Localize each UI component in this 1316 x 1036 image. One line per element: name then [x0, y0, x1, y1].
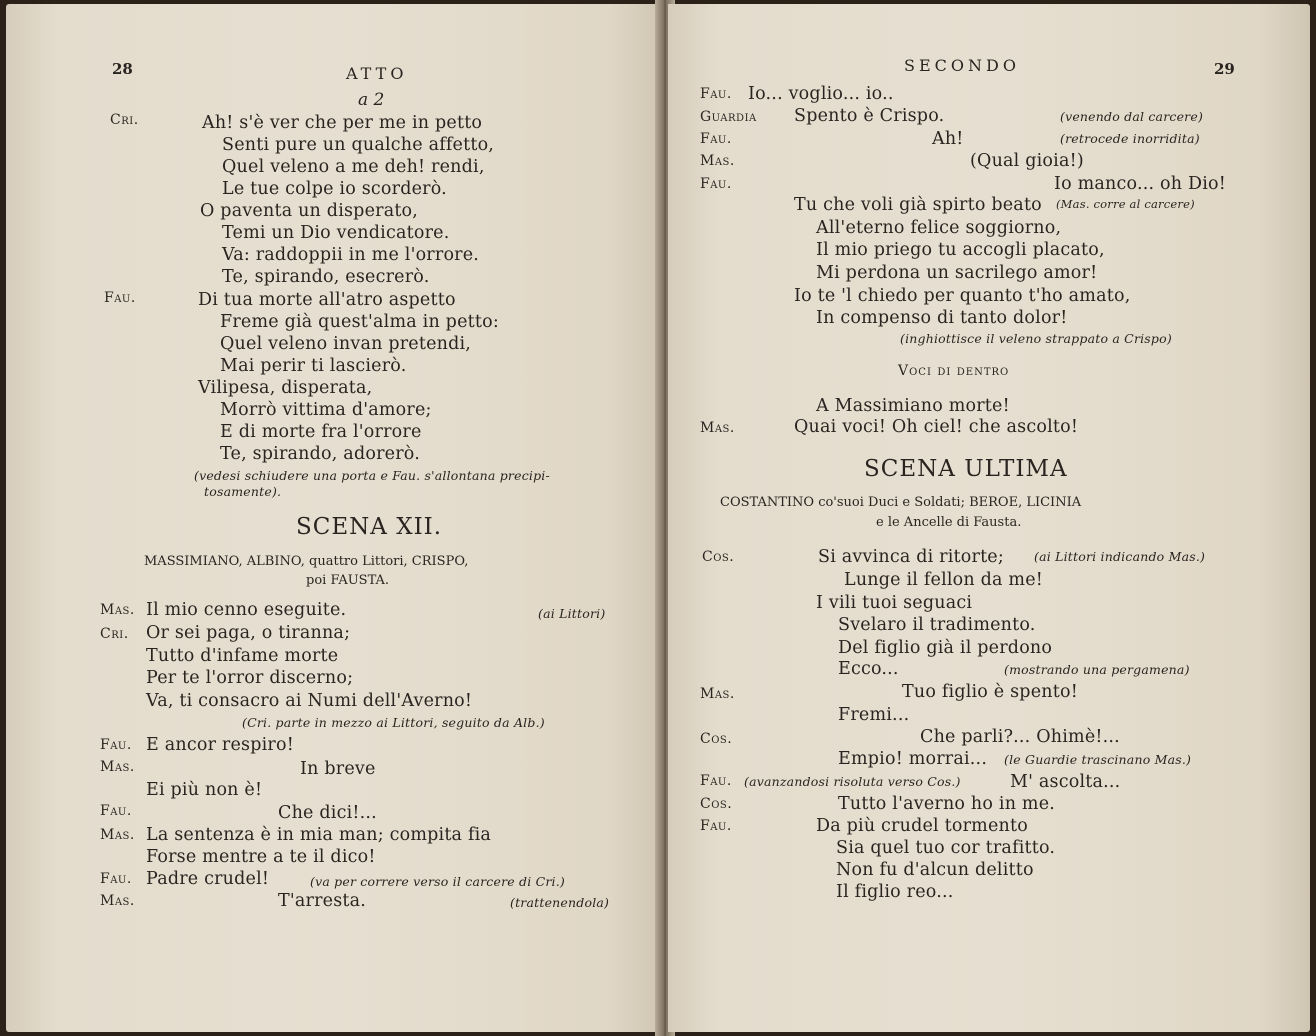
stage-direction: (retrocede inorridita)	[1060, 131, 1200, 146]
right-page	[668, 4, 1310, 1032]
verse-line: Ah! s'è ver che per me in petto	[202, 113, 483, 133]
speaker: Fau.	[700, 773, 732, 789]
stage-direction: (vedesi schiudere una porta e Fau. s'allontana precipi-	[194, 468, 550, 483]
verse-line: Empio! morrai...	[838, 749, 988, 769]
verse-line: Io... voglio... io..	[748, 84, 894, 104]
speaker: Fau.	[700, 176, 732, 192]
speaker: Cri.	[100, 626, 129, 642]
stage-direction: (va per correre verso il carcere di Cri.)	[310, 874, 565, 889]
stage-direction: (Mas. corre al carcere)	[1056, 197, 1195, 211]
cast-list: COSTANTINO co'suoi Duci e Soldati; BEROE, LICINIA	[720, 495, 1082, 510]
verse-line: Quel veleno invan pretendi,	[220, 334, 472, 354]
verse-line: Va, ti consacro ai Numi dell'Averno!	[146, 691, 473, 711]
speaker: Cos.	[700, 796, 733, 812]
speaker: Fau.	[100, 803, 132, 819]
verse-line: Or sei paga, o tiranna;	[146, 623, 351, 643]
verse-line: Da più crudel tormento	[816, 816, 1028, 836]
verse-line: Te, spirando, adorerò.	[220, 444, 420, 464]
verse-line: Il mio priego tu accogli placato,	[816, 240, 1105, 260]
verse-line: Senti pure un qualche affetto,	[222, 135, 495, 155]
stage-direction: tosamente).	[204, 484, 282, 499]
verse-line: E di morte fra l'orrore	[220, 422, 422, 442]
verse-line: Tuo figlio è spento!	[902, 682, 1078, 702]
verse-line: Tutto l'averno ho in me.	[838, 794, 1056, 814]
stage-direction: (venendo dal carcere)	[1060, 109, 1204, 124]
verse-line: Ecco...	[838, 659, 899, 679]
verse-line: All'eterno felice soggiorno,	[816, 218, 1062, 238]
a-due-marker: a 2	[358, 90, 385, 110]
verse-line: A Massimiano morte!	[816, 396, 1010, 416]
verse-line: O paventa un disperato,	[200, 201, 419, 221]
stage-direction: (mostrando una pergamena)	[1004, 662, 1190, 677]
verse-line: Lunge il fellon da me!	[844, 570, 1044, 590]
verse-line: La sentenza è in mia man; compita fia	[146, 825, 492, 845]
verse-line: Del figlio già il perdono	[838, 638, 1053, 658]
speaker: Mas.	[100, 827, 135, 843]
verse-line: Mai perir ti lascierò.	[220, 356, 407, 376]
verse-line: Tu che voli già spirto beato	[794, 195, 1042, 215]
verse-line: Che dici!...	[278, 803, 377, 823]
verse-line: In compenso di tanto dolor!	[816, 308, 1068, 328]
speaker: Fau.	[100, 871, 132, 887]
verse-line: Sia quel tuo cor trafitto.	[836, 838, 1056, 858]
verse-line: Io manco... oh Dio!	[1054, 174, 1226, 194]
speaker: Mas.	[100, 759, 135, 775]
speaker: Fau.	[700, 86, 732, 102]
scene-heading: SCENA ULTIMA	[864, 456, 1068, 482]
running-header: SECONDO	[904, 56, 1020, 75]
verse-line: Non fu d'alcun delitto	[836, 860, 1034, 880]
verse-line: Fremi...	[838, 705, 910, 725]
page-number: 29	[1214, 60, 1235, 78]
verse-line: T'arresta.	[278, 891, 367, 911]
speaker: Mas.	[700, 420, 735, 436]
stage-direction: (le Guardie trascinano Mas.)	[1004, 752, 1192, 767]
speaker: Fau.	[700, 818, 732, 834]
stage-direction: (ai Littori indicando Mas.)	[1034, 549, 1206, 564]
verse-line: I vili tuoi seguaci	[816, 593, 973, 613]
cast-list: e le Ancelle di Fausta.	[876, 515, 1022, 530]
verse-line: E ancor respiro!	[146, 735, 294, 755]
cast-list: MASSIMIANO, ALBINO, quattro Littori, CRISPO,	[144, 554, 469, 569]
verse-line: Le tue colpe io scorderò.	[222, 179, 447, 199]
speaker: Fau.	[100, 737, 132, 753]
speaker: Cri.	[110, 112, 139, 128]
verse-line: Freme già quest'alma in petto:	[220, 312, 499, 332]
speaker: Mas.	[700, 153, 735, 169]
verse-line: Mi perdona un sacrilego amor!	[816, 263, 1098, 283]
speaker: Guardia	[700, 109, 757, 125]
speaker: Fau.	[104, 290, 136, 306]
stage-direction: (avanzandosi risoluta verso Cos.)	[744, 774, 961, 789]
speaker: Mas.	[100, 893, 135, 909]
verse-line: Svelaro il tradimento.	[838, 615, 1036, 635]
offstage-voices-heading: Voci di dentro	[898, 363, 1010, 379]
verse-line: Si avvinca di ritorte;	[818, 547, 1004, 567]
scene-heading: SCENA XII.	[296, 514, 443, 540]
running-header: ATTO	[346, 64, 408, 83]
stage-direction: (trattenendola)	[510, 895, 610, 910]
verse-line: Vilipesa, disperata,	[198, 378, 373, 398]
verse-line: Il mio cenno eseguite.	[146, 600, 347, 620]
verse-line: Di tua morte all'atro aspetto	[198, 290, 456, 310]
verse-line: Quai voci! Oh ciel! che ascolto!	[794, 417, 1079, 437]
verse-line: Ei più non è!	[146, 780, 263, 800]
speaker: Mas.	[100, 602, 135, 618]
verse-line: Va: raddoppii in me l'orrore.	[222, 245, 480, 265]
verse-line: Temi un Dio vendicatore.	[222, 223, 450, 243]
verse-line: M' ascolta...	[1010, 772, 1121, 792]
verse-line: Spento è Crispo.	[794, 106, 945, 126]
verse-line: Tutto d'infame morte	[146, 646, 339, 666]
verse-line: Padre crudel!	[146, 869, 270, 889]
verse-line: Quel veleno a me deh! rendi,	[222, 157, 485, 177]
verse-line: Te, spirando, esecrerò.	[222, 267, 430, 287]
verse-line: Per te l'orror discerno;	[146, 668, 354, 688]
verse-line: In breve	[300, 759, 376, 779]
verse-line: Che parli?... Ohimè!...	[920, 727, 1120, 747]
stage-direction: (Cri. parte in mezzo ai Littori, seguito da Alb.)	[242, 715, 545, 730]
verse-line: Il figlio reo...	[836, 882, 954, 902]
left-page	[6, 4, 662, 1032]
speaker: Cos.	[702, 549, 735, 565]
verse-line: Ah!	[932, 129, 964, 149]
verse-line: Io te 'l chiedo per quanto t'ho amato,	[794, 286, 1131, 306]
verse-line: (Qual gioia!)	[970, 151, 1084, 171]
stage-direction: (inghiottisce il veleno strappato a Crispo)	[900, 331, 1172, 346]
cast-list: poi FAUSTA.	[306, 573, 390, 588]
verse-line: Forse mentre a te il dico!	[146, 847, 376, 867]
verse-line: Morrò vittima d'amore;	[220, 400, 432, 420]
stage-direction: (ai Littori)	[538, 606, 606, 621]
page-number: 28	[112, 60, 133, 78]
speaker: Fau.	[700, 131, 732, 147]
speaker: Mas.	[700, 686, 735, 702]
speaker: Cos.	[700, 731, 733, 747]
